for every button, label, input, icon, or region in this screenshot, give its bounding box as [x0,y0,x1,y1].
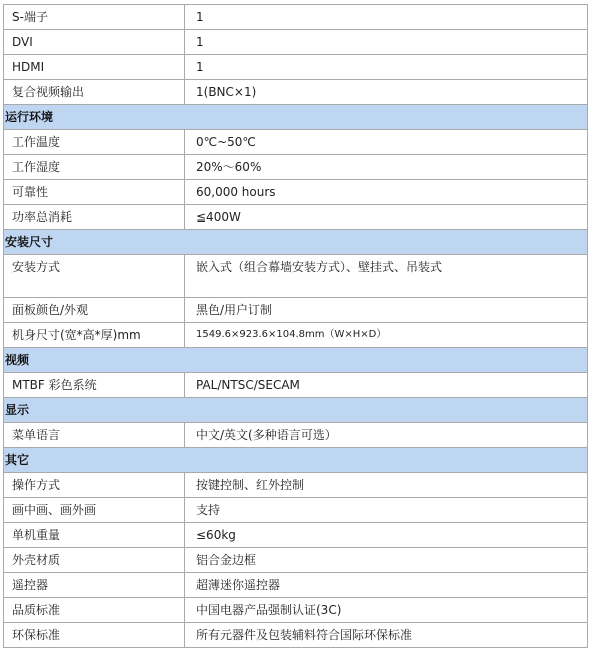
spec-row [4,323,588,348]
spec-label: DVI [4,30,185,55]
spec-label: 复合视频输出 [4,80,185,105]
spec-label: 可靠性 [4,180,185,205]
spec-value: 1 [185,30,588,55]
spec-value: 超薄迷你遥控器 [185,573,588,598]
spec-label: 机身尺寸(宽*高*厚)mm [4,323,185,348]
spec-value: ≦400W [185,205,588,230]
spec-label: S-端子 [4,5,185,30]
spec-row [4,5,588,30]
spec-value: 20%～60% [185,155,588,180]
spec-row [4,573,588,598]
spec-label: 外壳材质 [4,548,185,573]
spec-value: 1 [185,5,588,30]
section-header-row [4,105,588,130]
spec-value: 1(BNC×1) [185,80,588,105]
spec-label: 工作温度 [4,130,185,155]
spec-row [4,423,588,448]
spec-row [4,180,588,205]
spec-row [4,130,588,155]
spec-value: 中文/英文(多种语言可选） [185,423,588,448]
spec-label: 单机重量 [4,523,185,548]
section-header-row [4,398,588,423]
spec-label: 工作湿度 [4,155,185,180]
spec-row [4,30,588,55]
spec-row [4,80,588,105]
spec-value: 铝合金边框 [185,548,588,573]
spec-value: 按键控制、红外控制 [185,473,588,498]
spec-label: 操作方式 [4,473,185,498]
spec-label: 功率总消耗 [4,205,185,230]
spec-row [4,623,588,648]
spec-label: 画中画、画外画 [4,498,185,523]
spec-value: 嵌入式（组合幕墙安装方式）、壁挂式、吊装式 [185,255,588,298]
section-title: 安装尺寸 [4,230,588,255]
spec-label: 菜单语言 [4,423,185,448]
spec-value: 60,000 hours [185,180,588,205]
spec-row [4,598,588,623]
spec-row [4,498,588,523]
spec-value: PAL/NTSC/SECAM [185,373,588,398]
section-header-row [4,448,588,473]
spec-value: 1549.6×923.6×104.8mm（W×H×D） [185,323,588,348]
spec-label: 遥控器 [4,573,185,598]
spec-value: 所有元器件及包装辅料符合国际环保标准 [185,623,588,648]
spec-row [4,255,588,298]
spec-label: 品质标准 [4,598,185,623]
spec-label: HDMI [4,55,185,80]
section-title: 视频 [4,348,588,373]
spec-row [4,373,588,398]
spec-label: 环保标准 [4,623,185,648]
spec-row [4,473,588,498]
spec-value: 1 [185,55,588,80]
spec-value: ≤60kg [185,523,588,548]
section-title: 显示 [4,398,588,423]
spec-table [3,4,588,648]
spec-row [4,523,588,548]
spec-value: 黑色/用户订制 [185,298,588,323]
spec-label: 面板颜色/外观 [4,298,185,323]
spec-row [4,548,588,573]
spec-value: 0℃~50℃ [185,130,588,155]
section-header-row [4,230,588,255]
spec-row [4,205,588,230]
spec-value: 中国电器产品强制认证(3C) [185,598,588,623]
spec-label: 安装方式 [4,255,185,298]
section-title: 运行环境 [4,105,588,130]
spec-row [4,155,588,180]
spec-row [4,55,588,80]
spec-row [4,298,588,323]
section-title: 其它 [4,448,588,473]
spec-label: MTBF 彩色系统 [4,373,185,398]
spec-value: 支持 [185,498,588,523]
spec-table-body [4,5,588,648]
section-header-row [4,348,588,373]
